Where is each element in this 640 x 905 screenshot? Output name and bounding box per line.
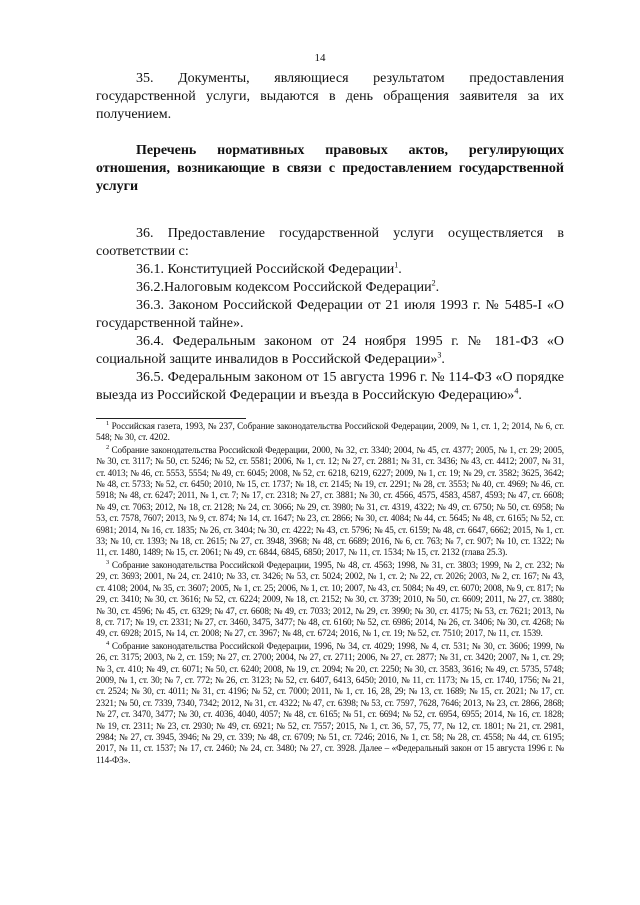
page-number: 14 xyxy=(314,52,326,64)
section-heading: Перечень нормативных правовых актов, регулирующих отношения, возникающие в связи с предоставлением государственной услуги xyxy=(96,143,564,194)
footnote-2: $^2$ Собрание законодательства Российской Федерации, 2000, № 32, ст. 3340; 2004, № 45, ст. 4377; 2005, № 1, ст. 29; 2005, № 30, ст. 3117; № 50, ст. 5246; № 52, ст. 5581; 2006, № 1, ст. 12; № 27, ст. 2881; № 31, ст. 3436; № 43, ст. 4412; 2007, № 31, ст. 4013; № 46, ст. 5553, 5554; № 49, ст. 6045; 2008, № 52, ст. 6218, 6219, 6227; 2009, № 1, ст. 19; № 29, ст. 3582; 3625, 3642; № 48, ст. 5733; № 52, ст. 6450; 2010, № 15, ст. 1737; № 18, ст. 2145; № 19, ст. 2291; № 28, ст. 3553; № 40, ст. 4969; № 46, ст. 5918; № 48, ст. 6247; 2011, № 1, ст. 7; № 17, ст. 2318; № 27, ст. 3881; № 30, ст. 4566, 4575, 4583, 4587, 4593; № 47, ст. 6608; № 49, ст. 7063; 2012, № 18, ст. 2128; № 24, ст. 3066; № 29, ст. 3980; № 31, ст. 4319, 4322; № 49, ст. 6750; № 50, ст. 6958; № 53, ст. 7578, 7607; 2013, № 9, ст. 874; № 14, ст. 1647; № 23, ст. 2866; № 30, ст. 4084; № 44, ст. 5645; № 48, ст. 6165; № 52, ст. 6981; 2014, № 16, ст. 1835; № 26, ст. 3404; № 30, ст. 4222; № 43, ст. 5796; № 45, ст. 6159; № 48, ст. 6647, 6662; 2015, № 1, ст. 33; № 10, ст. 1393; № 18, ст. 2615; № 27, ст. 3948, 3968; № 48, ст. 6689; 2016, № 6, ст. 763; № 7, ст. 907; № 10, ст. 1322; № 11, ст. 1480, 1489; № 15, ст. 2061; № 49, ст. 6844, 6845, 6850; 2017, № 11, ст. 1534; № 15, ст. 2132 (глава 25.3). xyxy=(96,443,564,558)
item-36-3: 36.3. Законом Российской Федерации от 21 июля 1993 г. № 5485-I «О государственной тайне». xyxy=(96,298,564,331)
item-36-2: 36.2.Налоговым кодексом Российской Федерации$^2$. xyxy=(136,278,440,295)
footnote-ref: 3 xyxy=(437,350,442,360)
item-36-4: 36.4. Федеральным законом от 24 ноября 1995 г. № 181-ФЗ «О социальной защите инвалидов в Российской Федерации»$^3$. xyxy=(96,334,564,367)
footnote-4: $^4$ Собрание законодательства Российской Федерации, 1996, № 34, ст. 4029; 1998, № 4, ст. 531; № 30, ст. 3606; 1999, № 26, ст. 3175; 2003, № 2, ст. 159; № 27, ст. 2700; 2004, № 27, ст. 2711; 2006, № 27, ст. 2877; № 31, ст. 3420; 2007, № 1, ст. 29; № 3, ст. 410; № 49, ст. 6071; № 50, ст. 6240; 2008, № 19, ст. 2094; № 20, ст. 2250; № 30, ст. 3583, 3616; № 49, ст. 5735, 5748; 2009, № 1, ст. 30; № 7, ст. 772; № 26, ст. 3123; № 52, ст. 6407, 6413, 6450; 2010, № 11, ст. 1173; № 15, ст. 1740, 1756; № 21, ст. 2524; № 30, ст. 4011; № 31, ст. 4196; № 52, ст. 7000; 2011, № 1, ст. 16, 28, 29; № 13, ст. 1689; № 15, ст. 2021; № 17, ст. 2321; № 50, ст. 7339, 7340, 7342; 2012, № 31, ст. 4322; № 47, ст. 6398; № 53, ст. 7597, 7628, 7646; 2013, № 23, ст. 2866, 2868; № 27, ст. 3470, 3477; № 30, ст. 4036, 4040, 4057; № 48, ст. 6165; № 51, ст. 6694; № 52, ст. 6954, 6955; 2014, № 16, ст. 1828; № 19, ст. 2311; № 23, ст. 2930; № 49, ст. 6921; № 52, ст. 7557; 2015, № 1, ст. 36, 57, 75, 77, № 12, ст. 1801; № 21, ст. 2981, 2984; № 27, ст. 3945, 3946; № 29, ст. 339; № 48, ст. 6709; № 51, ст. 7246; 2016, № 1, ст. 58; № 28, ст. 4558; № 44, ст. 6195; 2017, № 11, ст. 1537; № 17, ст. 2460; № 24, ст. 3480; № 27, ст. 3928. Далее – «Федеральный закон от 15 августа 1996 г. № 114-ФЗ». xyxy=(96,639,564,765)
paragraph-36: 36. Предоставление государственной услуги осуществляется в соответствии с: xyxy=(96,226,564,259)
footnote-ref: 2 xyxy=(431,278,436,288)
footnotes xyxy=(96,421,564,767)
footnote-1: $^1$ Российская газета, 1993, № 237, Собрание законодательства Российской Федерации, 2009, № 1, ст. 1, 2; 2014, № 6, ст. 548; № 30, ст. 4202. xyxy=(96,419,565,443)
footnote-ref: 4 xyxy=(514,386,519,396)
footnote-divider xyxy=(96,418,246,419)
item-36-1: 36.1. Конституцией Российской Федерации$^1$. xyxy=(136,260,402,277)
paragraph-35: 35. Документы, являющиеся результатом предоставления государственной услуги, выдаются в день обращения заявителя за их получением. xyxy=(96,71,564,122)
item-36-5: 36.5. Федеральным законом от 15 августа 1996 г. № 114-ФЗ «О порядке выезда из Российской Федерации и въезда в Российскую Федерацию»$^4$. xyxy=(96,370,564,403)
main-text xyxy=(96,70,564,405)
footnote-3: $^3$ Собрание законодательства Российской Федерации, 1995, № 48, ст. 4563; 1998, № 31, ст. 3803; 1999, № 2, ст. 232; № 29, ст. 3693; 2001, № 24, ст. 2410; № 33, ст. 3426; № 53, ст. 5024; 2002, № 1, ст. 2; № 22, ст. 2026; 2003, № 2, ст. 167; № 43, ст. 4108; 2004, № 35, ст. 3607; 2005, № 1, ст. 25; 2006, № 1, ст. 10; 2007, № 43, ст. 5084; № 49, ст. 6070; 2008, № 9, ст. 817; № 29, ст. 3410; № 30, ст. 3616; № 52, ст. 6224; 2009, № 18, ст. 2152; № 30, ст. 3739; 2010, № 50, ст. 6609; 2011, № 27, ст. 3880; № 30, ст. 4596; № 45, ст. 6329; № 47, ст. 6608; № 49, ст. 7033; 2012, № 29, ст. 3990; № 30, ст. 4175; № 53, ст. 7621; 2013, № 8, ст. 717; № 19, ст. 2331; № 27, ст. 3460, 3475, 3477; № 48, ст. 6160; № 52, ст. 6986; 2014, № 26, ст. 3406; № 30, ст. 4268; № 49, ст. 6928; 2015, № 14, ст. 2008; № 27, ст. 3967; № 48, ст. 6724; 2016, № 1, ст. 19; № 52, ст. 7510; 2017, № 11, ст. 1539. xyxy=(96,558,564,639)
footnote-ref: 1 xyxy=(394,260,399,270)
